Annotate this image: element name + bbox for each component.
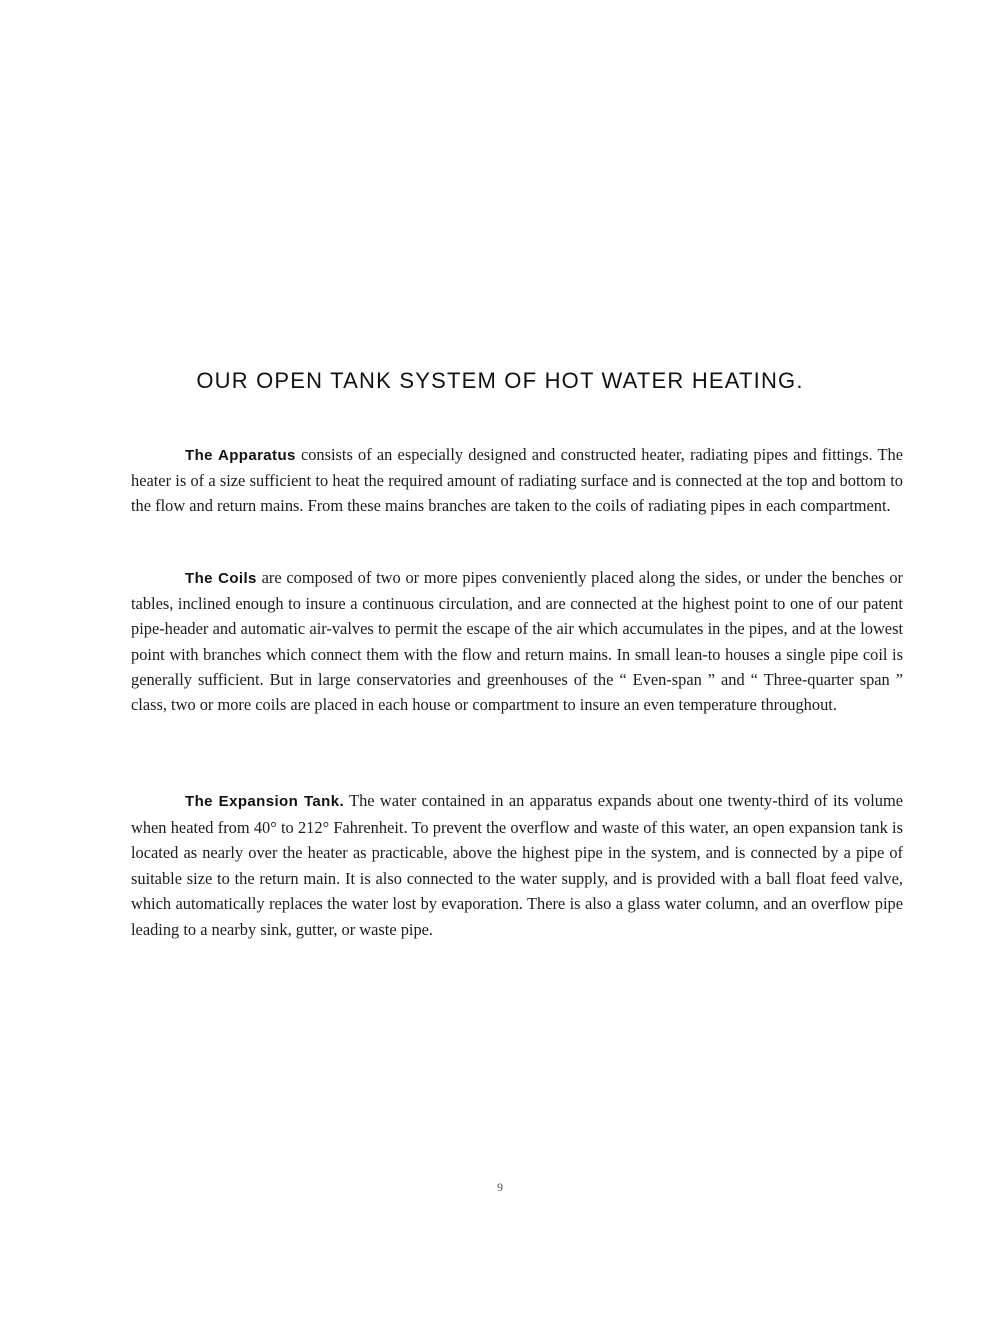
paragraph-expansion-tank (131, 788, 903, 942)
page-title: OUR OPEN TANK SYSTEM OF HOT WATER HEATING. (196, 368, 804, 393)
paragraph-heading-expansion-tank: The Expansion Tank. (185, 793, 345, 810)
page-number: 9 (497, 1180, 503, 1194)
paragraph-body-expansion-tank: The water contained in an apparatus expands about one twenty-third of its volume when heated from 40° to 212° Fahrenheit. To prevent the overflow and waste of this water, an open expansion tank is located as nearly over the heater as practicable, above the highest pipe in the system, and is connected by a pipe of suitable size to the return main. It is also connected to the water supply, and is provided with a ball float feed valve, which automatically replaces the water lost by evaporation. There is also a glass water column, and an overflow pipe leading to a nearby sink, gutter, or waste pipe. (131, 791, 903, 939)
paragraph-body-coils: are composed of two or more pipes conveniently placed along the sides, or under the benches or tables, inclined enough to insure a continuous circulation, and are connected at the highest point to one of our patent pipe-header and automatic air-valves to permit the escape of the air which accumulates in the pipes, and at the lowest point with branches which connect them with the flow and return mains. In small lean-to houses a single pipe coil is generally sufficient. But in large conservatories and greenhouses of the “ Even-span ” and “ Three-quarter span ” class, two or more coils are placed in each house or compartment to insure an even temperature throughout. (131, 568, 903, 715)
paragraph-heading-coils: The Coils (185, 570, 257, 587)
paragraph-coils (131, 565, 903, 717)
paragraph-body-apparatus: consists of an especially designed and constructed heater, radiating pipes and fittings. The heater is of a size sufficient to heat the required amount of radiating surface and is connected at the top and bottom to the flow and return mains. From these mains branches are taken to the coils of radiating pipes in each compartment. (131, 445, 903, 516)
paragraph-heading-apparatus: The Apparatus (185, 447, 296, 464)
paragraph-apparatus (131, 442, 903, 519)
